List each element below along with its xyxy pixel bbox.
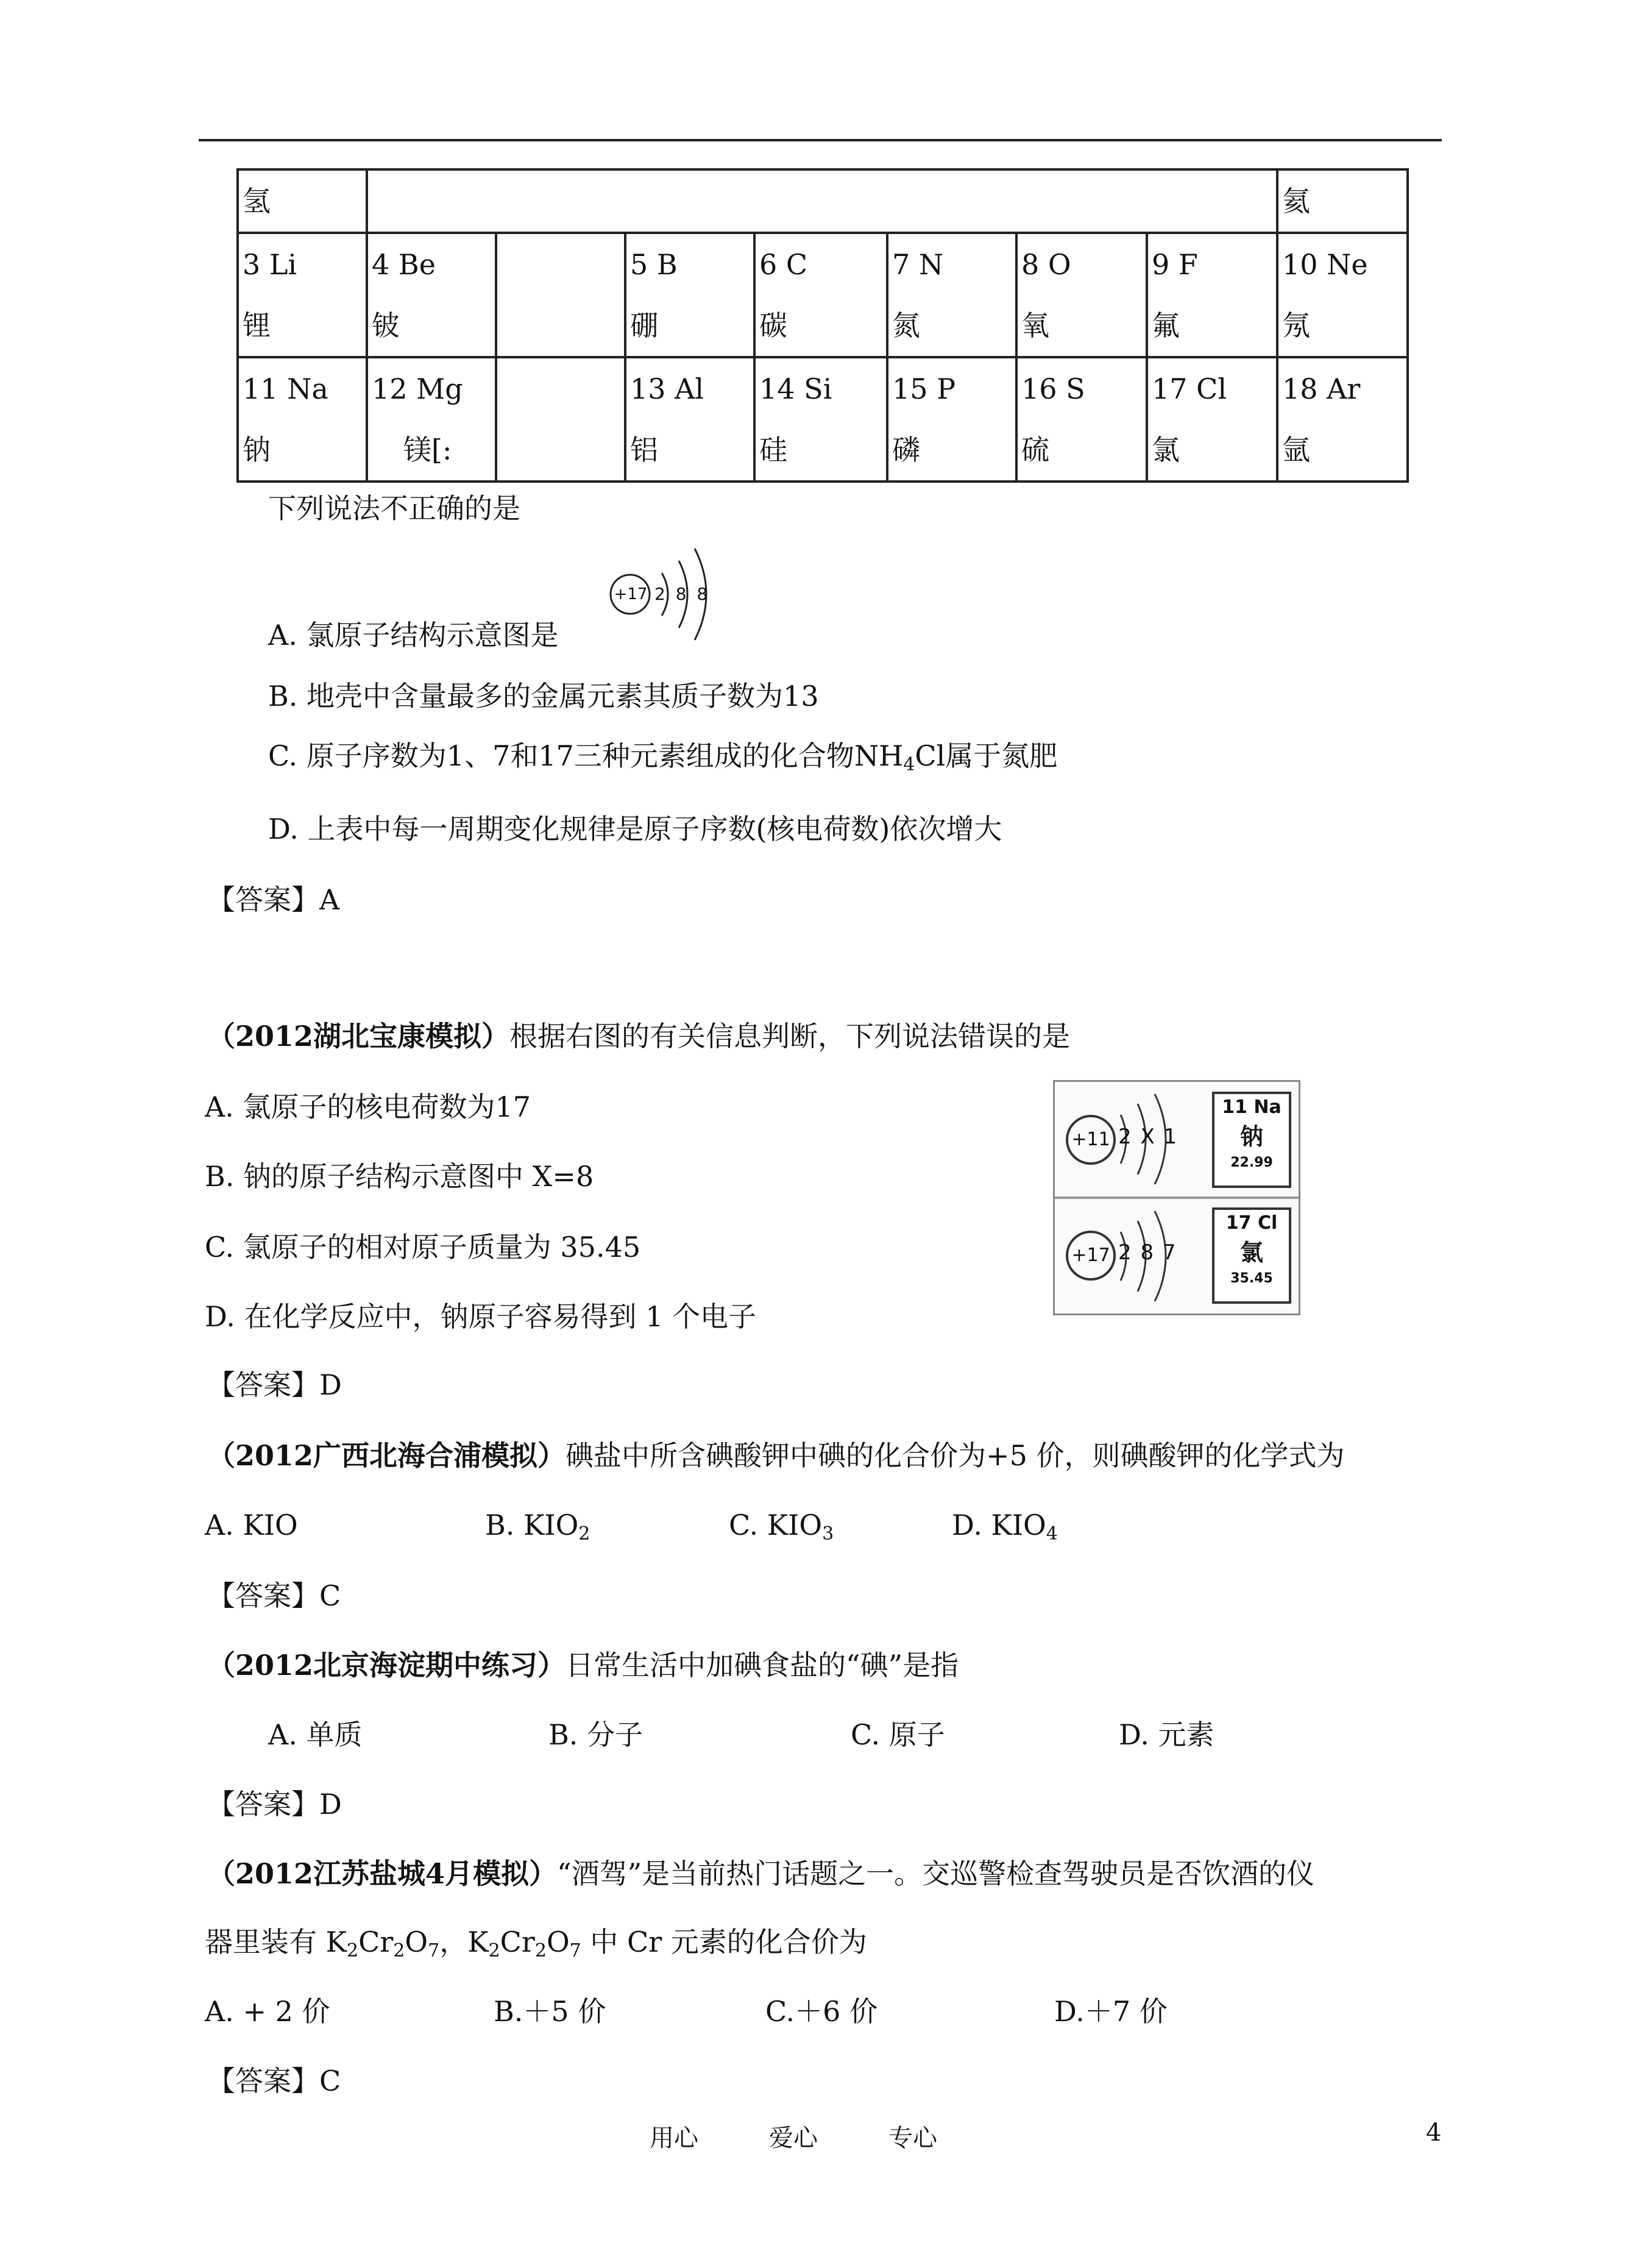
cell-s: 16 S 硫 [1016, 357, 1147, 482]
q5-stem-line2: 器里装有 $K_2Cr_2O_7$，$K_2Cr_2O_7$ 中 Cr 元素的化合价为 [205, 1925, 867, 1961]
q4-option-d: D. 元素 [1119, 1718, 1214, 1751]
chlorine-name: 氯 [1239, 1239, 1263, 1266]
q3-option-c: C. $KIO_3$ [729, 1509, 834, 1545]
cell-c: 6 C 碳 [754, 233, 887, 357]
cell-gap [367, 169, 1277, 233]
footer-word-3: 专心 [888, 2124, 937, 2152]
q2-option-c: C. 氯原子的相对原子质量为 35.45 [205, 1231, 641, 1264]
chlorine-atom-diagram [603, 536, 737, 646]
q2-option-a: A. 氯原子的核电荷数为17 [205, 1090, 531, 1123]
q2-option-d: D. 在化学反应中，钠原子容易得到 1 个电子 [205, 1300, 756, 1333]
cell-empty [496, 357, 625, 482]
q5-option-a: A. + 2 价 [205, 1995, 330, 2028]
page-number: 4 [1426, 2119, 1442, 2147]
sodium-symbol: 11 Na [1222, 1097, 1282, 1118]
footer-word-2: 爱心 [769, 2124, 818, 2152]
cell-p: 15 P 磷 [887, 357, 1016, 482]
shell-electrons: 2 8 8 [654, 584, 708, 604]
chlorine-panel [1055, 1199, 1299, 1314]
q3-option-b: B. $KIO_2$ [485, 1509, 590, 1545]
cell-he: 氦 [1277, 169, 1408, 233]
q5-option-d: D.＋7 价 [1054, 1995, 1168, 2028]
chlorine-shells: 2 8 7 [1118, 1240, 1176, 1265]
q3-option-a: A. KIO [205, 1509, 298, 1541]
q4-answer: 【答案】D [207, 1788, 342, 1821]
q5-stem: （2012江苏盐城4月模拟）“酒驾”是当前热门话题之一。交巡警检查驾驶员是否饮酒的仪 [207, 1857, 1315, 1890]
cell-si: 14 Si 硅 [754, 357, 887, 482]
cell-li: 3 Li 锂 [238, 233, 367, 357]
cell-f: 9 F 氟 [1147, 233, 1277, 357]
chlorine-nucleus: +17 [1066, 1231, 1116, 1281]
q5-option-c: C.＋6 价 [765, 1995, 878, 2028]
q1-option-d: D. 上表中每一周期变化规律是原子序数(核电荷数)依次增大 [268, 812, 1002, 845]
sodium-name: 钠 [1239, 1123, 1263, 1150]
q1-option-a: A. 氯原子结构示意图是 [268, 619, 559, 652]
q2-stem: （2012湖北宝康模拟）根据右图的有关信息判断，下列说法错误的是 [207, 1020, 1071, 1053]
q1-answer: 【答案】A [207, 883, 340, 916]
periodic-table [236, 168, 1409, 483]
cell-b: 5 B 硼 [625, 233, 754, 357]
q4-option-c: C. 原子 [851, 1718, 945, 1751]
cell-empty [496, 233, 625, 357]
footer-word-1: 用心 [650, 2124, 698, 2152]
q1-option-b: B. 地壳中含量最多的金属元素其质子数为13 [268, 680, 819, 713]
na-cl-figure [1053, 1080, 1300, 1315]
cell-h: 氢 [238, 169, 367, 233]
q3-answer: 【答案】C [207, 1579, 341, 1612]
header-rule [199, 139, 1442, 141]
q1-option-c: C. 原子序数为1、7和17三种元素组成的化合物$NH_4Cl$属于氮肥 [268, 739, 1058, 775]
nucleus-label: +17 [614, 585, 648, 603]
cell-cl: 17 Cl 氯 [1147, 357, 1277, 482]
sodium-element-box [1212, 1092, 1291, 1188]
cell-o: 8 O 氧 [1016, 233, 1147, 357]
q4-option-a: A. 单质 [268, 1718, 363, 1751]
chlorine-symbol: 17 Cl [1225, 1212, 1278, 1234]
cell-mg: 12 Mg 镁[: [367, 357, 496, 482]
cell-al: 13 Al 铝 [625, 357, 754, 482]
q5-option-b: B.＋5 价 [494, 1995, 606, 2028]
cell-na: 11 Na 钠 [238, 357, 367, 482]
sodium-panel [1055, 1082, 1299, 1199]
cell-n: 7 N 氮 [887, 233, 1016, 357]
q5-answer: 【答案】C [207, 2064, 341, 2097]
chlorine-mass: 35.45 [1230, 1271, 1273, 1286]
q3-option-d: D. $KIO_4$ [952, 1509, 1058, 1545]
cell-be: 4 Be 铍 [367, 233, 496, 357]
q2-option-b: B. 钠的原子结构示意图中 X=8 [205, 1160, 594, 1193]
q1-stem: 下列说法不正确的是 [268, 492, 520, 525]
sodium-nucleus: +11 [1066, 1115, 1116, 1165]
chlorine-element-box [1212, 1207, 1291, 1304]
q2-answer: 【答案】D [207, 1368, 342, 1401]
q3-stem: （2012广西北海合浦模拟）碘盐中所含碘酸钾中碘的化合价为+5 价，则碘酸钾的化学式为 [207, 1439, 1345, 1472]
q4-stem: （2012北京海淀期中练习）日常生活中加碘食盐的“碘”是指 [207, 1649, 959, 1682]
sodium-shells: 2 X 1 [1118, 1125, 1177, 1149]
cell-ar: 18 Ar 氩 [1277, 357, 1408, 482]
cell-ne: 10 Ne 氖 [1277, 233, 1408, 357]
q4-option-b: B. 分子 [548, 1718, 644, 1751]
sodium-mass: 22.99 [1230, 1155, 1273, 1170]
